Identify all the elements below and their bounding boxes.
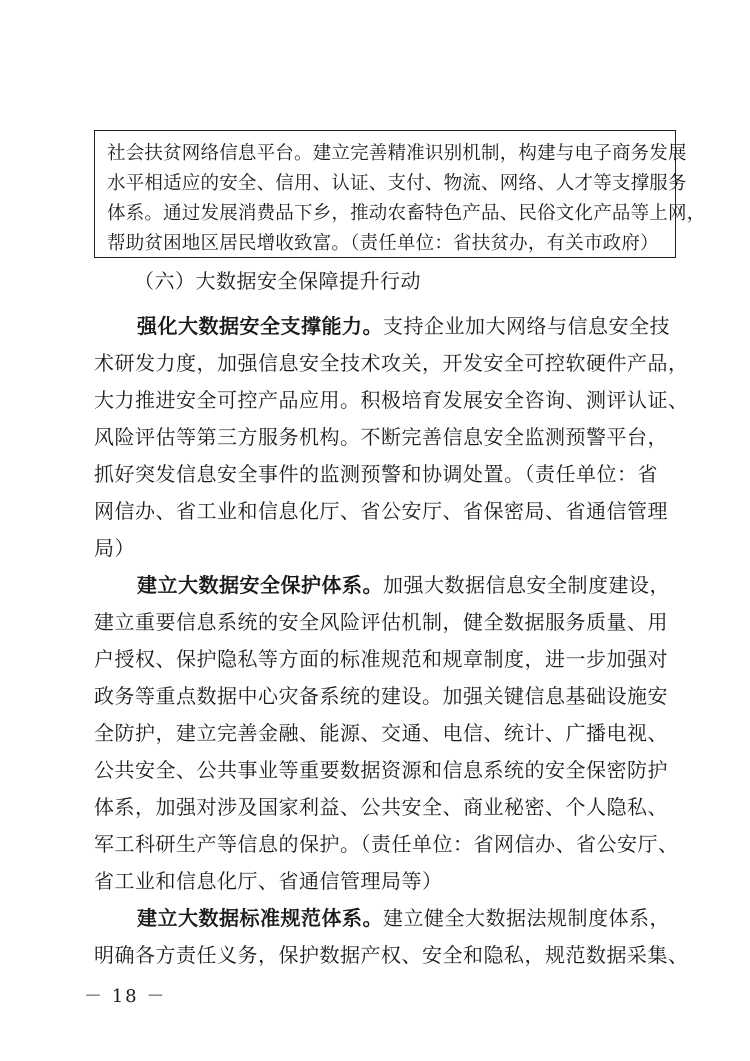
paragraph-line: 抓好突发信息安全事件的监测预警和协调处置。（责任单位：省 [94, 462, 658, 486]
paragraph-text: 加强大数据信息安全制度建设， [383, 573, 670, 597]
paragraph-line: 网信办、省工业和信息化厅、省公安厅、省保密局、省通信管理 [94, 499, 668, 523]
paragraph-lead: 建立大数据安全保护体系。 [137, 573, 383, 597]
paragraph-line: 公共安全、公共事业等重要数据资源和信息系统的安全保密防护 [94, 758, 668, 782]
paragraph-line: 大力推进安全可控产品应用。积极培育发展安全咨询、测评认证、 [94, 388, 689, 412]
paragraph-line: 建立重要信息系统的安全风险评估机制，健全数据服务质量、用 [94, 610, 668, 634]
paragraph-line: 政务等重点数据中心灾备系统的建设。加强关键信息基础设施安 [94, 684, 668, 708]
paragraph-text: 支持企业加大网络与信息安全技 [383, 314, 670, 338]
boxed-line: 社会扶贫网络信息平台。建立完善精准识别机制，构建与电子商务发展 [107, 143, 687, 164]
paragraph-line: 术研发力度，加强信息安全技术攻关，开发安全可控软硬件产品， [94, 351, 689, 375]
paragraph-first-line [137, 570, 670, 600]
paragraph-line: 体系，加强对涉及国家利益、公共安全、商业秘密、个人隐私、 [94, 795, 668, 819]
boxed-line: 体系。通过发展消费品下乡，推动农畜特色产品、民俗文化产品等上网， [107, 203, 706, 224]
page-number: － 18 － [84, 986, 167, 1007]
paragraph-line: 全防护，建立完善金融、能源、交通、电信、统计、广播电视、 [94, 721, 668, 745]
paragraph-first-line [137, 311, 670, 341]
boxed-line: 帮助贫困地区居民增收致富。（责任单位：省扶贫办，有关市政府） [107, 233, 659, 254]
section-heading: （六）大数据安全保障提升行动 [134, 269, 421, 293]
paragraph-lead: 建立大数据标准规范体系。 [137, 906, 383, 930]
paragraph-line: 明确各方责任义务，保护数据产权、安全和隐私，规范数据采集、 [94, 943, 689, 967]
boxed-excerpt [94, 130, 706, 258]
paragraph-line: 户授权、保护隐私等方面的标准规范和规章制度，进一步加强对 [94, 647, 668, 671]
paragraph-text: 建立健全大数据法规制度体系， [383, 906, 670, 930]
paragraph-line: 省工业和信息化厅、省通信管理局等） [94, 869, 443, 893]
paragraph-line: 军工科研生产等信息的保护。（责任单位：省网信办、省公安厅、 [94, 832, 679, 856]
paragraph-line: 局） [94, 536, 135, 560]
boxed-line: 水平相适应的安全、信用、认证、支付、物流、网络、人才等支撑服务 [107, 173, 687, 194]
paragraph-line: 风险评估等第三方服务机构。不断完善信息安全监测预警平台， [94, 425, 668, 449]
paragraph-lead: 强化大数据安全支撑能力。 [137, 314, 383, 338]
paragraph-first-line [137, 903, 670, 933]
